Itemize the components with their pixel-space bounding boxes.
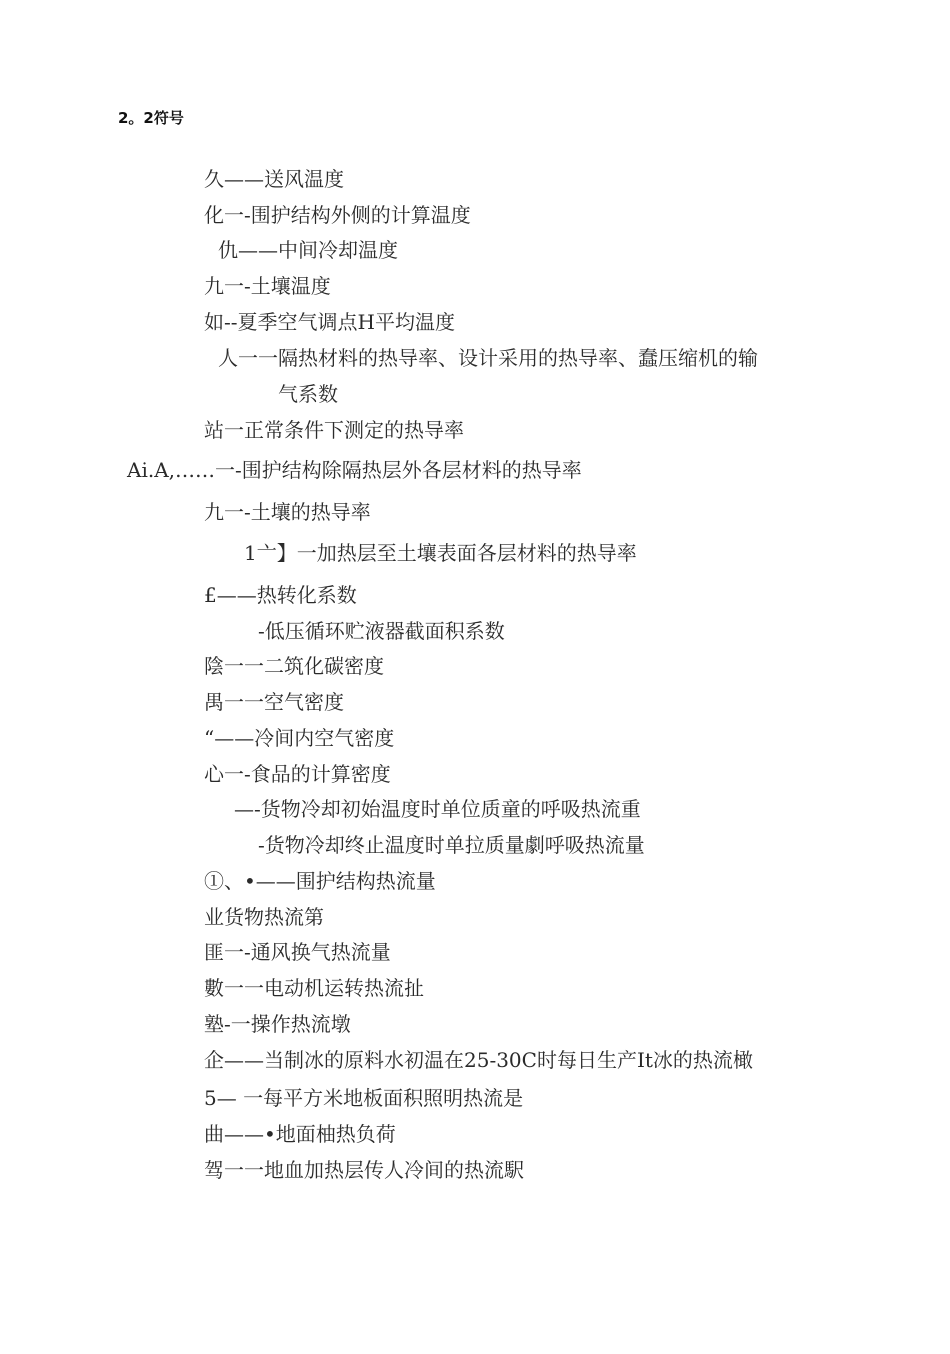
- symbol-line-co2-density: 陰一一二筑化碳密度: [204, 654, 384, 678]
- symbol-line-soil-temp: 九一-土壤温度: [204, 274, 331, 298]
- symbol-line-air-density: 禺一一空气密度: [204, 690, 344, 714]
- symbol-line-food-density: 心一-食品的计算密度: [204, 762, 391, 786]
- symbol-line-envelope-heat-flow: ①、•——围护结构热流量: [204, 869, 436, 893]
- symbol-line-ventilation-heat-flow: 匪一-通风换气热流量: [204, 940, 391, 964]
- symbol-line-normal-conductivity: 站一正常条件下测定的热导率: [204, 418, 464, 442]
- symbol-line-heating-layer-conductivity: 1亠】一加热层至土壤表面各层材料的热导率: [244, 541, 637, 565]
- symbol-line-outer-calc-temp: 化一-围护结构外侧的计算温度: [204, 203, 471, 227]
- symbol-line-initial-respiration-heat: —-货物冷却初始温度时单位质童的呼吸热流重: [234, 797, 641, 821]
- symbol-line-intercooling-temp: 仇——中间冷却温度: [218, 238, 398, 262]
- section-heading: 2。2符号: [118, 109, 184, 127]
- symbol-line-lighting-heat-flow: 5— 一每平方米地板面积照明热流是: [204, 1086, 524, 1110]
- symbol-line-soil-conductivity: 九一-土壤的热导率: [204, 500, 371, 524]
- symbol-line-floor-heat-load: 曲——•地面柚热负荷: [204, 1122, 396, 1146]
- symbol-line-motor-heat-flow: 數一一电动机运转热流扯: [204, 976, 424, 1000]
- symbol-line-heat-conversion-coef: £——热转化系数: [204, 583, 357, 607]
- symbol-line-ice-making-heat-flow: 企——当制冰的原料水初温在25-30C时每日生产It冰的热流橄: [204, 1048, 753, 1072]
- symbol-line-room-air-density: “——冷间内空气密度: [204, 726, 395, 750]
- symbol-line-goods-heat-flow: 业货物热流第: [204, 905, 324, 929]
- symbol-line-summer-air-temp: 如--夏季空气调点H平均温度: [204, 310, 455, 334]
- symbol-line-floor-heating-heat-flow: 驾一一地血加热层传人冷间的热流駅: [204, 1158, 524, 1182]
- symbol-line-receiver-area-coef: -低压循环贮液器截面积系数: [258, 619, 505, 643]
- symbol-line-final-respiration-heat: -货物冷却终止温度时单拉质量劇呼吸热流量: [258, 833, 645, 857]
- symbol-line-insulation-conductivity: 人一一隔热材料的热导率、设计采用的热导率、蠢压缩机的输: [218, 346, 758, 370]
- symbol-line-operation-heat-flow: 塾-一操作热流墩: [204, 1012, 351, 1036]
- symbol-line-insulation-conductivity-cont: 气系数: [278, 382, 338, 406]
- symbol-line-supply-air-temp: 久——送风温度: [204, 167, 344, 191]
- symbol-line-layer-conductivity: Ai.A,……一-围护结构除隔热层外各层材料的热导率: [127, 458, 582, 482]
